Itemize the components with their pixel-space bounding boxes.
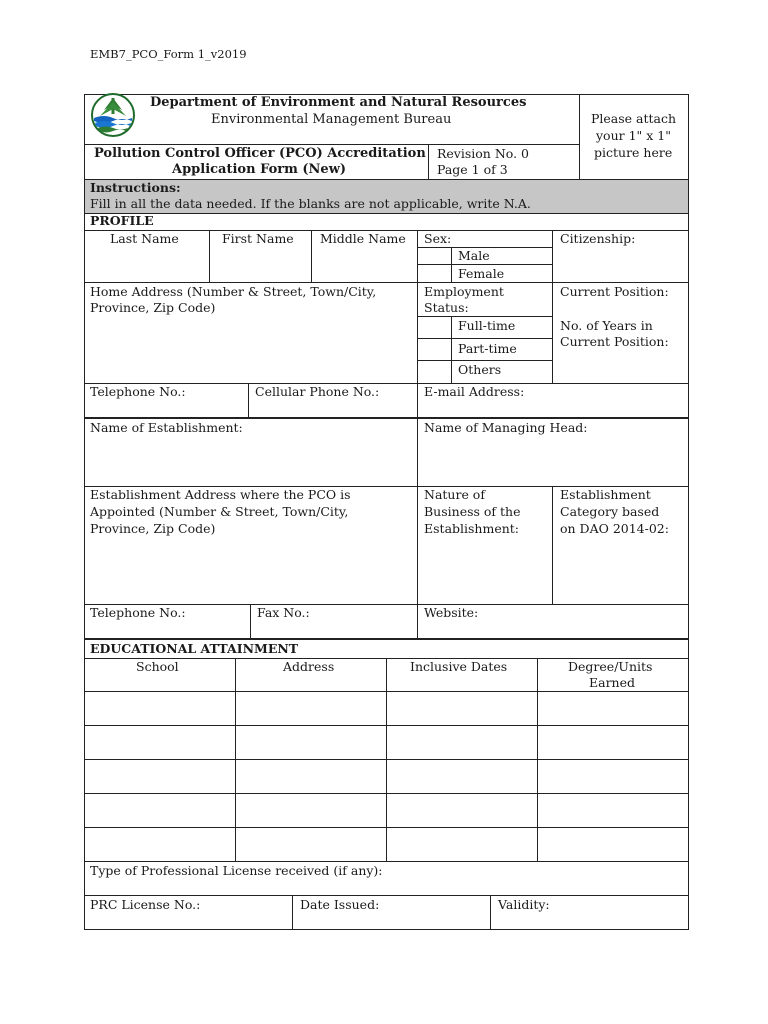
establishment-category-label-1: Establishment [560, 487, 651, 502]
photo-instruction-1: Please attach [591, 111, 677, 126]
prc-license-label: PRC License No.: [90, 897, 201, 912]
education-row[interactable] [85, 760, 688, 793]
telephone-label: Telephone No.: [90, 384, 186, 399]
column-school: School [136, 659, 179, 674]
establishment-category-label-3: on DAO 2014-02: [560, 521, 669, 536]
denr-logo [90, 92, 136, 138]
employment-label-1: Employment [424, 284, 504, 299]
years-position-label-2: Current Position: [560, 334, 669, 349]
cellular-label: Cellular Phone No.: [255, 384, 380, 399]
establishment-category-label-2: Category based [560, 504, 660, 519]
photo-instruction-3: picture here [594, 145, 673, 160]
part-time-option[interactable]: Part-time [458, 341, 517, 356]
instructions-text: Fill in all the data needed. If the blanks are not applicable, write N.A. [90, 196, 531, 211]
validity-label: Validity: [498, 897, 550, 912]
home-address-label-2: Province, Zip Code) [90, 300, 216, 315]
nature-business-label-1: Nature of [424, 487, 485, 502]
bureau-name: Environmental Management Bureau [211, 112, 452, 127]
education-row[interactable] [85, 828, 688, 861]
date-issued-label: Date Issued: [300, 897, 380, 912]
nature-business-label-3: Establishment: [424, 521, 520, 536]
first-name-label: First Name [222, 231, 294, 246]
education-row[interactable] [85, 726, 688, 759]
managing-head-label: Name of Managing Head: [424, 420, 588, 435]
document-code: EMB7_PCO_Form 1_v2019 [90, 47, 247, 61]
citizenship-label: Citizenship: [560, 231, 636, 246]
establishment-address-label-2: Appointed (Number & Street, Town/City, [90, 504, 349, 519]
others-option[interactable]: Others [458, 362, 502, 377]
sex-male-option[interactable]: Male [458, 248, 490, 263]
revision-number: Revision No. 0 [437, 146, 529, 161]
employment-label-2: Status: [424, 300, 469, 315]
instructions-heading: Instructions: [90, 180, 181, 195]
column-address: Address [283, 659, 335, 674]
column-inclusive-dates: Inclusive Dates [410, 659, 508, 674]
fax-label: Fax No.: [257, 605, 310, 620]
education-row[interactable] [85, 692, 688, 725]
form-title-line1: Pollution Control Officer (PCO) Accreditation [94, 146, 426, 161]
page-number: Page 1 of 3 [437, 162, 508, 177]
establishment-address-label-1: Establishment Address where the PCO is [90, 487, 351, 502]
education-heading: EDUCATIONAL ATTAINMENT [90, 641, 299, 656]
profile-heading: PROFILE [90, 213, 154, 228]
photo-instruction-2: your 1" x 1" [596, 128, 671, 143]
establishment-address-label-3: Province, Zip Code) [90, 521, 216, 536]
current-position-label: Current Position: [560, 284, 669, 299]
column-degree-units: Degree/Units [568, 659, 653, 674]
website-label: Website: [424, 605, 479, 620]
license-type-label: Type of Professional License received (if any): [90, 863, 383, 878]
last-name-label: Last Name [110, 231, 179, 246]
establishment-telephone-label: Telephone No.: [90, 605, 186, 620]
agency-name: Department of Environment and Natural Resources [150, 95, 527, 110]
form-title-line2: Application Form (New) [172, 162, 347, 177]
home-address-label-1: Home Address (Number & Street, Town/City, [90, 284, 377, 299]
column-earned: Earned [589, 675, 636, 690]
education-row[interactable] [85, 794, 688, 827]
sex-female-option[interactable]: Female [458, 266, 505, 281]
establishment-name-label: Name of Establishment: [90, 420, 243, 435]
nature-business-label-2: Business of the [424, 504, 521, 519]
years-position-label-1: No. of Years in [560, 318, 653, 333]
sex-label: Sex: [424, 231, 452, 246]
middle-name-label: Middle Name [320, 231, 406, 246]
email-label: E-mail Address: [424, 384, 525, 399]
full-time-option[interactable]: Full-time [458, 318, 516, 333]
